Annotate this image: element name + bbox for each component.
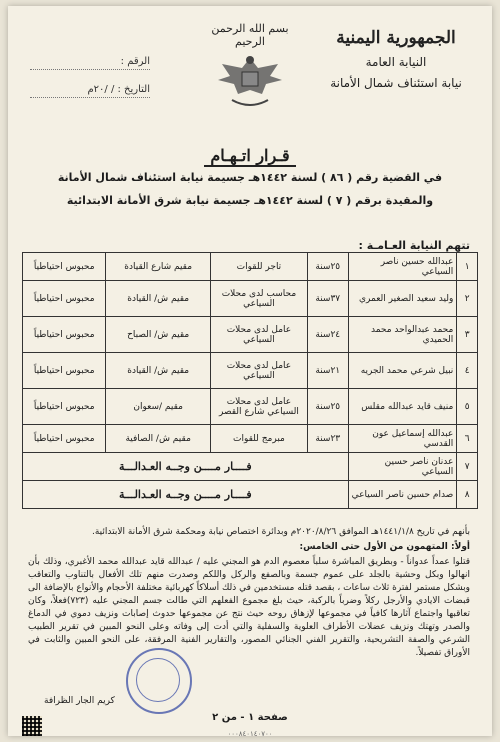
defendant-age: ٢٣سنة	[307, 425, 348, 453]
table-row	[23, 481, 478, 509]
case-line-1: في القضية رقم ( ٨٦ ) لسنة ١٤٤٢هـ جسيمة نيابة استئناف شمال الأمانة	[57, 171, 443, 184]
defendant-address: مقيم شارع القيادة	[106, 253, 211, 281]
date-field: التاريخ : / /٢٠م	[30, 84, 150, 98]
defendant-name: عدنان ناصر حسين السياعي	[348, 453, 457, 481]
defendant-job: عامل لدى محلات السياعي	[210, 317, 307, 353]
defendant-job: عامل لدى محلات السياعي شارع القصر	[210, 389, 307, 425]
defendant-address: مقيم ش/ الصباح	[106, 317, 211, 353]
table-row	[23, 353, 478, 389]
defendant-age: ٢٥سنة	[307, 253, 348, 281]
fugitive-status: فــــار مــــن وجــه العـدالـــة	[23, 481, 349, 509]
defendant-name: عبدالله إسماعيل عون القدسي	[348, 425, 457, 453]
defendant-job: مبرمج للقوات	[210, 425, 307, 453]
table-row	[23, 425, 478, 453]
office-name: نيابة استئناف شمال الأمانة	[330, 76, 462, 90]
row-number: ٨	[457, 481, 478, 509]
defendant-name: صدام حسين ناصر السياعي	[348, 481, 457, 509]
defendant-status: محبوس احتياطياً	[23, 281, 106, 317]
defendant-status: محبوس احتياطياً	[23, 389, 106, 425]
table-row	[23, 253, 478, 281]
defendant-name: وليد سعيد الصغير العمري	[348, 281, 457, 317]
defendant-job: عامل لدى محلات السياعي	[210, 353, 307, 389]
table-row	[23, 281, 478, 317]
defendant-status: محبوس احتياطياً	[23, 317, 106, 353]
body-paragraph-charges: قتلوا عمداً عدواناً - وبطريق المباشرة سلباً معصوم الدم هو المجني عليه / عبدالله قايد عبدالله محمد الأغبري، وذلك بأن انهالوا وبكل وحشية بالجلد على عموم جسمة وبالصفع والركل واللكم وصدرت منهم تلك الأفعال بالتناوب والتعاقب وبشكل مستمر لفترة ثلاث ساعات ، بقصد قتله مستخدمين في ذلك أسلاكاً كهربائية مختلفة الأحجام والأنواع بالإضافة الى قبضات الايادي والأرجل ركلاً وضرباً بالركبة، حيث بلغ مجموع الفعلهم التي طالت جسم المجني عليه (٧٢٣)فعلاً، وكان تعاقبها واجتماع آثارها كافياً في مجموعها لإزهاق روحه حيث نتج عن مجموعها حدوث إصابات ونزيف دموي في الدماغ والصدر وتهتك ونزيف عضلات الأطراف العلوية والسفلية والتي أدت إلى وفاته وعلى النحو المبين في تقرير الطبيب الشرعي والصفة التشريحية، والتقرير الفني الجنائي المصور، والتقارير الفنية المرفقة، على النحو المبين والثابت في الأوراق تفصيلاً.	[28, 557, 470, 658]
defendant-name: محمد عبدالواحد محمد الحميدي	[348, 317, 457, 353]
accusation-heading: تتهم النيابة العـامـة :	[358, 239, 470, 252]
fugitive-status: فــــار مــــن وجــه العـدالـــة	[23, 453, 349, 481]
defendant-address: مقيم ش/ القيادة	[106, 281, 211, 317]
case-line-2: والمقيدة برقم ( ٧ ) لسنة ١٤٤٢هـ جسيمة نيابة شرق الأمانة الابتدائية	[66, 194, 434, 207]
defendant-status: محبوس احتياطياً	[23, 425, 106, 453]
defendant-age: ٢١سنة	[307, 353, 348, 389]
body-paragraph-date: بأنهم في تاريخ ١٤٤١/١/٨هـ الموافق ٢٠٢٠/٨/٢٦م وبدائرة اختصاص نيابة ومحكمة شرق الأمانة الابتدائية.	[91, 527, 470, 537]
eagle-emblem-icon	[212, 50, 288, 112]
defendant-age: ٢٤سنة	[307, 317, 348, 353]
page-number: صفحة ١ - من ٢	[212, 712, 288, 723]
signature-text: كريم الجار الظرافة	[44, 696, 115, 706]
decision-title: قـرار اتـهـام	[8, 146, 492, 165]
body-paragraph-heading: أولاً: المتهمون من الأول حتى الخامس:	[299, 542, 470, 552]
row-number: ٢	[457, 281, 478, 317]
defendant-name: منيف قايد عبدالله مقلس	[348, 389, 457, 425]
letterhead-right	[316, 28, 476, 90]
row-number: ٥	[457, 389, 478, 425]
row-number: ٧	[457, 453, 478, 481]
table-row	[23, 389, 478, 425]
indictment-body	[28, 526, 470, 662]
defendant-address: مقيم ش/ الصافية	[106, 425, 211, 453]
row-number: ٣	[457, 317, 478, 353]
defendant-status: محبوس احتياطياً	[23, 353, 106, 389]
defendants-table	[22, 252, 478, 509]
defendant-age: ٣٧سنة	[307, 281, 348, 317]
emblem-block	[204, 22, 296, 116]
ref-number-field: الرقم :	[30, 56, 150, 70]
table-row	[23, 453, 478, 481]
basmala: بسم الله الرحمن الرحيم	[211, 22, 289, 48]
reference-block	[30, 56, 150, 112]
footer-code: ٠٠٠٨٤٠١٤٠٧٠٠	[227, 730, 273, 736]
defendant-status: محبوس احتياطياً	[23, 253, 106, 281]
row-number: ٤	[457, 353, 478, 389]
defendant-address: مقيم ش/ القيادة	[106, 353, 211, 389]
row-number: ٦	[457, 425, 478, 453]
prosecution-name: النيابة العامة	[365, 55, 427, 69]
defendant-name: عبدالله حسين ناصر السياعي	[348, 253, 457, 281]
defendant-job: محاسب لدى محلات السياعي	[210, 281, 307, 317]
row-number: ١	[457, 253, 478, 281]
table-row	[23, 317, 478, 353]
republic-name: الجمهورية اليمنية	[336, 28, 456, 48]
document-page	[8, 6, 492, 736]
defendant-job: تاجر للقوات	[210, 253, 307, 281]
defendant-name: نبيل شرعي محمد الجريه	[348, 353, 457, 389]
defendant-address: مقيم /سعوان	[106, 389, 211, 425]
defendant-age: ٢٥سنة	[307, 389, 348, 425]
official-stamp-icon	[126, 648, 192, 714]
